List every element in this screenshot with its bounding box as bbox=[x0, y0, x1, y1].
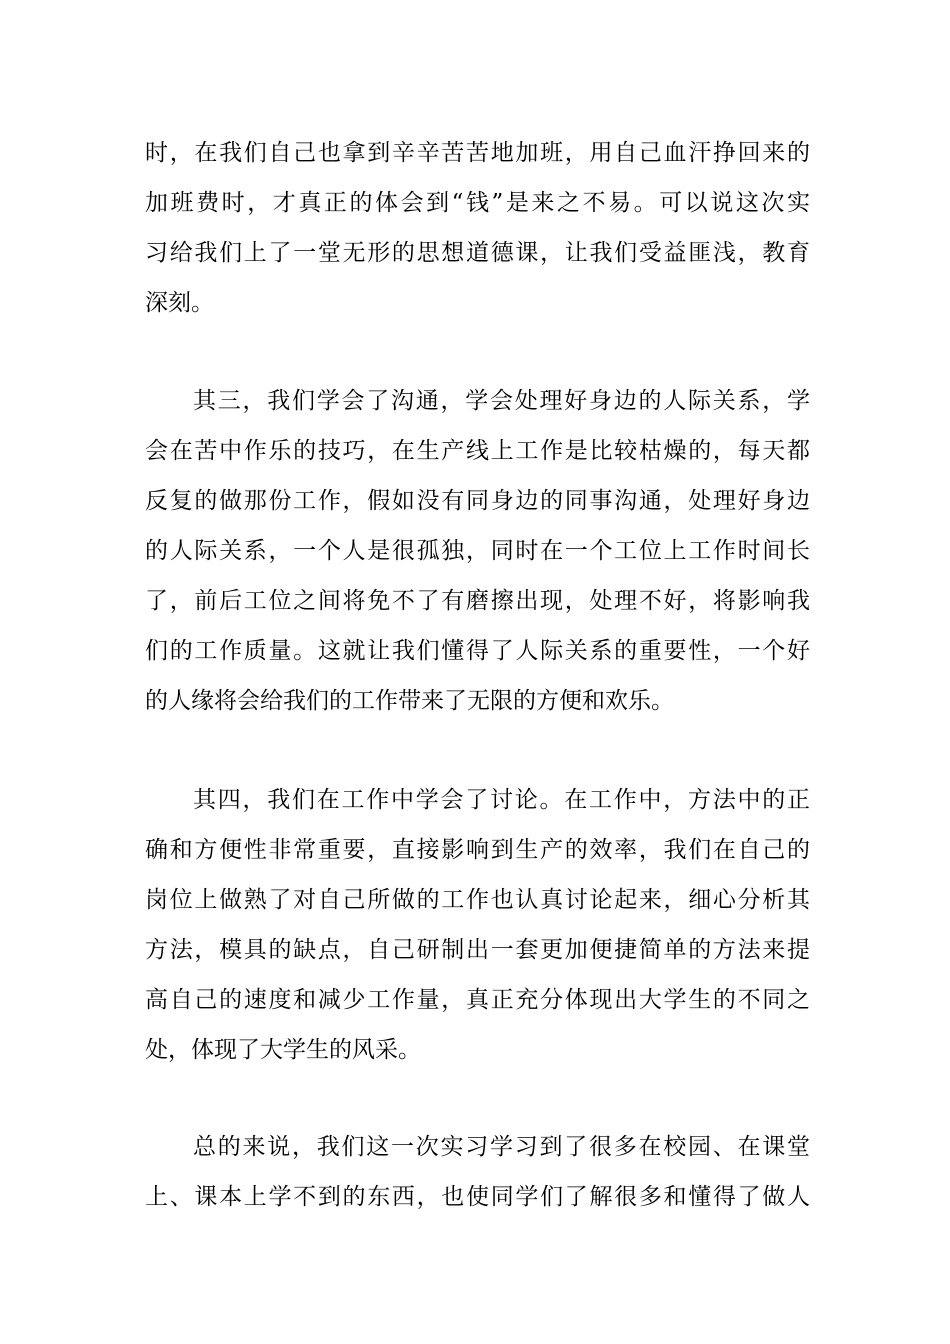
paragraph-line: 习给我们上了一堂无形的思想道德课，让我们受益匪浅，教育 bbox=[145, 240, 810, 266]
paragraph-line: 的人际关系，一个人是很孤独，同时在一个工位上工作时间长 bbox=[145, 538, 810, 564]
paragraph-line: 深刻。 bbox=[145, 290, 214, 316]
paragraph-line: 确和方便性非常重要，直接影响到生产的效率，我们在自己的 bbox=[145, 837, 810, 863]
paragraph-1 bbox=[145, 128, 810, 328]
paragraph-line: 上、课本上学不到的东西，也使同学们了解很多和懂得了做人 bbox=[145, 1184, 810, 1210]
paragraph-line: 们的工作质量。这就让我们懂得了人际关系的重要性，一个好 bbox=[145, 638, 810, 664]
paragraph-line: 岗位上做熟了对自己所做的工作也认真讨论起来，细心分析其 bbox=[145, 887, 810, 913]
paragraph-line: 时，在我们自己也拿到辛辛苦苦地加班，用自己血汗挣回来的 bbox=[145, 140, 810, 166]
paragraph-line: 的人缘将会给我们的工作带来了无限的方便和欢乐。 bbox=[145, 688, 674, 714]
paragraph-line: 其三，我们学会了沟通，学会处理好身边的人际关系，学 bbox=[193, 388, 810, 414]
paragraph-4 bbox=[145, 1122, 810, 1222]
paragraph-line: 总的来说，我们这一次实习学习到了很多在校园、在课堂 bbox=[193, 1134, 810, 1160]
paragraph-line: 高自己的速度和减少工作量，真正充分体现出大学生的不同之 bbox=[145, 987, 810, 1013]
paragraph-line: 其四，我们在工作中学会了讨论。在工作中，方法中的正 bbox=[193, 787, 810, 813]
paragraph-line: 方法，模具的缺点，自己研制出一套更加便捷简单的方法来提 bbox=[145, 937, 810, 963]
paragraph-line: 会在苦中作乐的技巧，在生产线上工作是比较枯燥的，每天都 bbox=[145, 438, 810, 464]
paragraph-line: 加班费时，才真正的体会到“钱”是来之不易。可以说这次实 bbox=[145, 190, 810, 216]
paragraph-2 bbox=[145, 376, 810, 726]
paragraph-line: 处，体现了大学生的风采。 bbox=[145, 1037, 421, 1063]
paragraph-line: 了，前后工位之间将免不了有磨擦出现，处理不好，将影响我 bbox=[145, 588, 810, 614]
paragraph-3 bbox=[145, 775, 810, 1075]
paragraph-line: 反复的做那份工作，假如没有同身边的同事沟通，处理好身边 bbox=[145, 488, 810, 514]
